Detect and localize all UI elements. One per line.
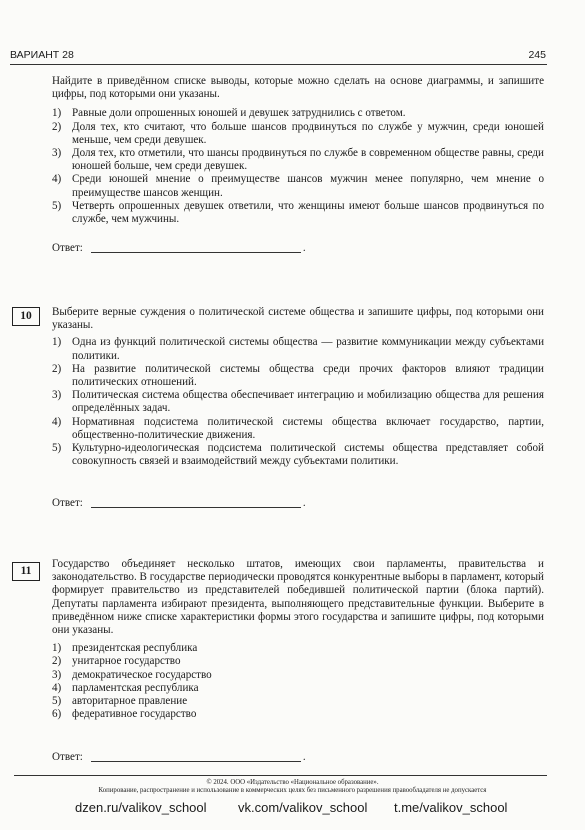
page-number: 245 [528,49,546,61]
header-divider [10,64,547,65]
option-4: 4) Нормативная подсистема политической системы общества включает государство, партии, общественно-политические движения. [52,415,544,441]
footer-divider [14,775,547,776]
option-1: 1) президентская республика [52,642,198,655]
copyright-notice [0,779,585,795]
option-1: 1) Равные доли опрошенных юношей и девушек затруднились с ответом. [52,107,406,120]
question-10-prompt: Выберите верные суждения о политической системе общества и запишите цифры, под которыми они указаны. [52,306,544,332]
option-4: 4) Среди юношей мнение о преимуществе шансов мужчин менее популярно, чем мнение о преимуществе шансов женщин. [52,173,544,199]
question-11-options [52,642,544,721]
option-2: 2) унитарное государство [52,655,181,668]
option-3: 3) Политическая система общества обеспечивает интеграцию и мобилизацию общества для решения определённых задач. [52,389,544,415]
vk-link[interactable]: vk.com/valikov_school [238,800,368,815]
option-2: 2) На развитие политической системы общества среди прочих факторов влияют традиции политических отношений. [52,362,544,389]
question-11-prompt: Государство объединяет несколько штатов, имеющих свои парламенты, правительства и законодательство. В государстве периодически проводятся конкурентные выборы в парламент, который формирует правительство из представителей победившей политической партии (блока партий). Депутаты парламента избирают президента, выполняющего представительные функции. Выберите в приведённом ниже списке характеристики формы этого государства и запишите цифры, под которыми они указаны. [52,558,544,637]
variant-label: ВАРИАНТ 28 [10,49,74,61]
answer-field[interactable] [91,751,301,762]
question-number-box: 11 [12,562,40,581]
telegram-link[interactable]: t.me/valikov_school [394,800,508,815]
question-10-options [52,336,544,468]
answer-label: Ответ: [52,751,83,763]
option-5: 5) авторитарное правление [52,695,188,708]
answer-label: Ответ: [52,497,83,509]
question-9-prompt: Найдите в приведённом списке выводы, которые можно сделать на основе диаграммы, и запишите цифры, под которыми они указаны. [52,75,544,101]
question-9-answer: Ответ: . [52,242,306,254]
option-5: 5) Четверть опрошенных девушек ответили, что женщины имеют больше шансов продвинуться по службе, чем мужчины. [52,199,544,226]
option-4: 4) парламентская республика [52,681,199,694]
question-10-answer: Ответ: . [52,497,306,509]
license-line: Копирование, распространение и использование в коммерческих целях без письменного разрешения правообладателя не допускается [98,787,487,794]
option-3: 3) Доля тех, кто отметили, что шансы продвинуться по службе в современном обществе равны, среди юношей больше, чем среди девушек. [52,147,544,173]
option-5: 5) Культурно-идеологическая подсистема политической системы общества представляет собой совокупность связей и взаимодействий между субъектами политики. [52,442,544,468]
question-number-box: 10 [12,307,40,326]
option-6: 6) федеративное государство [52,708,197,721]
option-1: 1) Одна из функций политической системы общества — развитие коммуникации между субъектами политики. [52,336,544,362]
option-3: 3) демократическое государство [52,668,212,681]
question-10 [52,306,544,468]
copyright-line: © 2024. ООО «Издательство «Национальное образование». [206,779,379,786]
question-9 [52,75,544,226]
answer-label: Ответ: [52,242,83,254]
answer-field[interactable] [91,497,301,508]
option-2: 2) Доля тех, кто считают, что больше шансов продвинуться по службе у мужчин, среди юношей меньше, чем среди девушек. [52,120,544,146]
answer-field[interactable] [91,242,301,253]
dzen-link[interactable]: dzen.ru/valikov_school [75,800,207,815]
question-11 [52,558,544,721]
question-9-options [52,107,544,226]
question-11-answer: Ответ: . [52,751,306,763]
